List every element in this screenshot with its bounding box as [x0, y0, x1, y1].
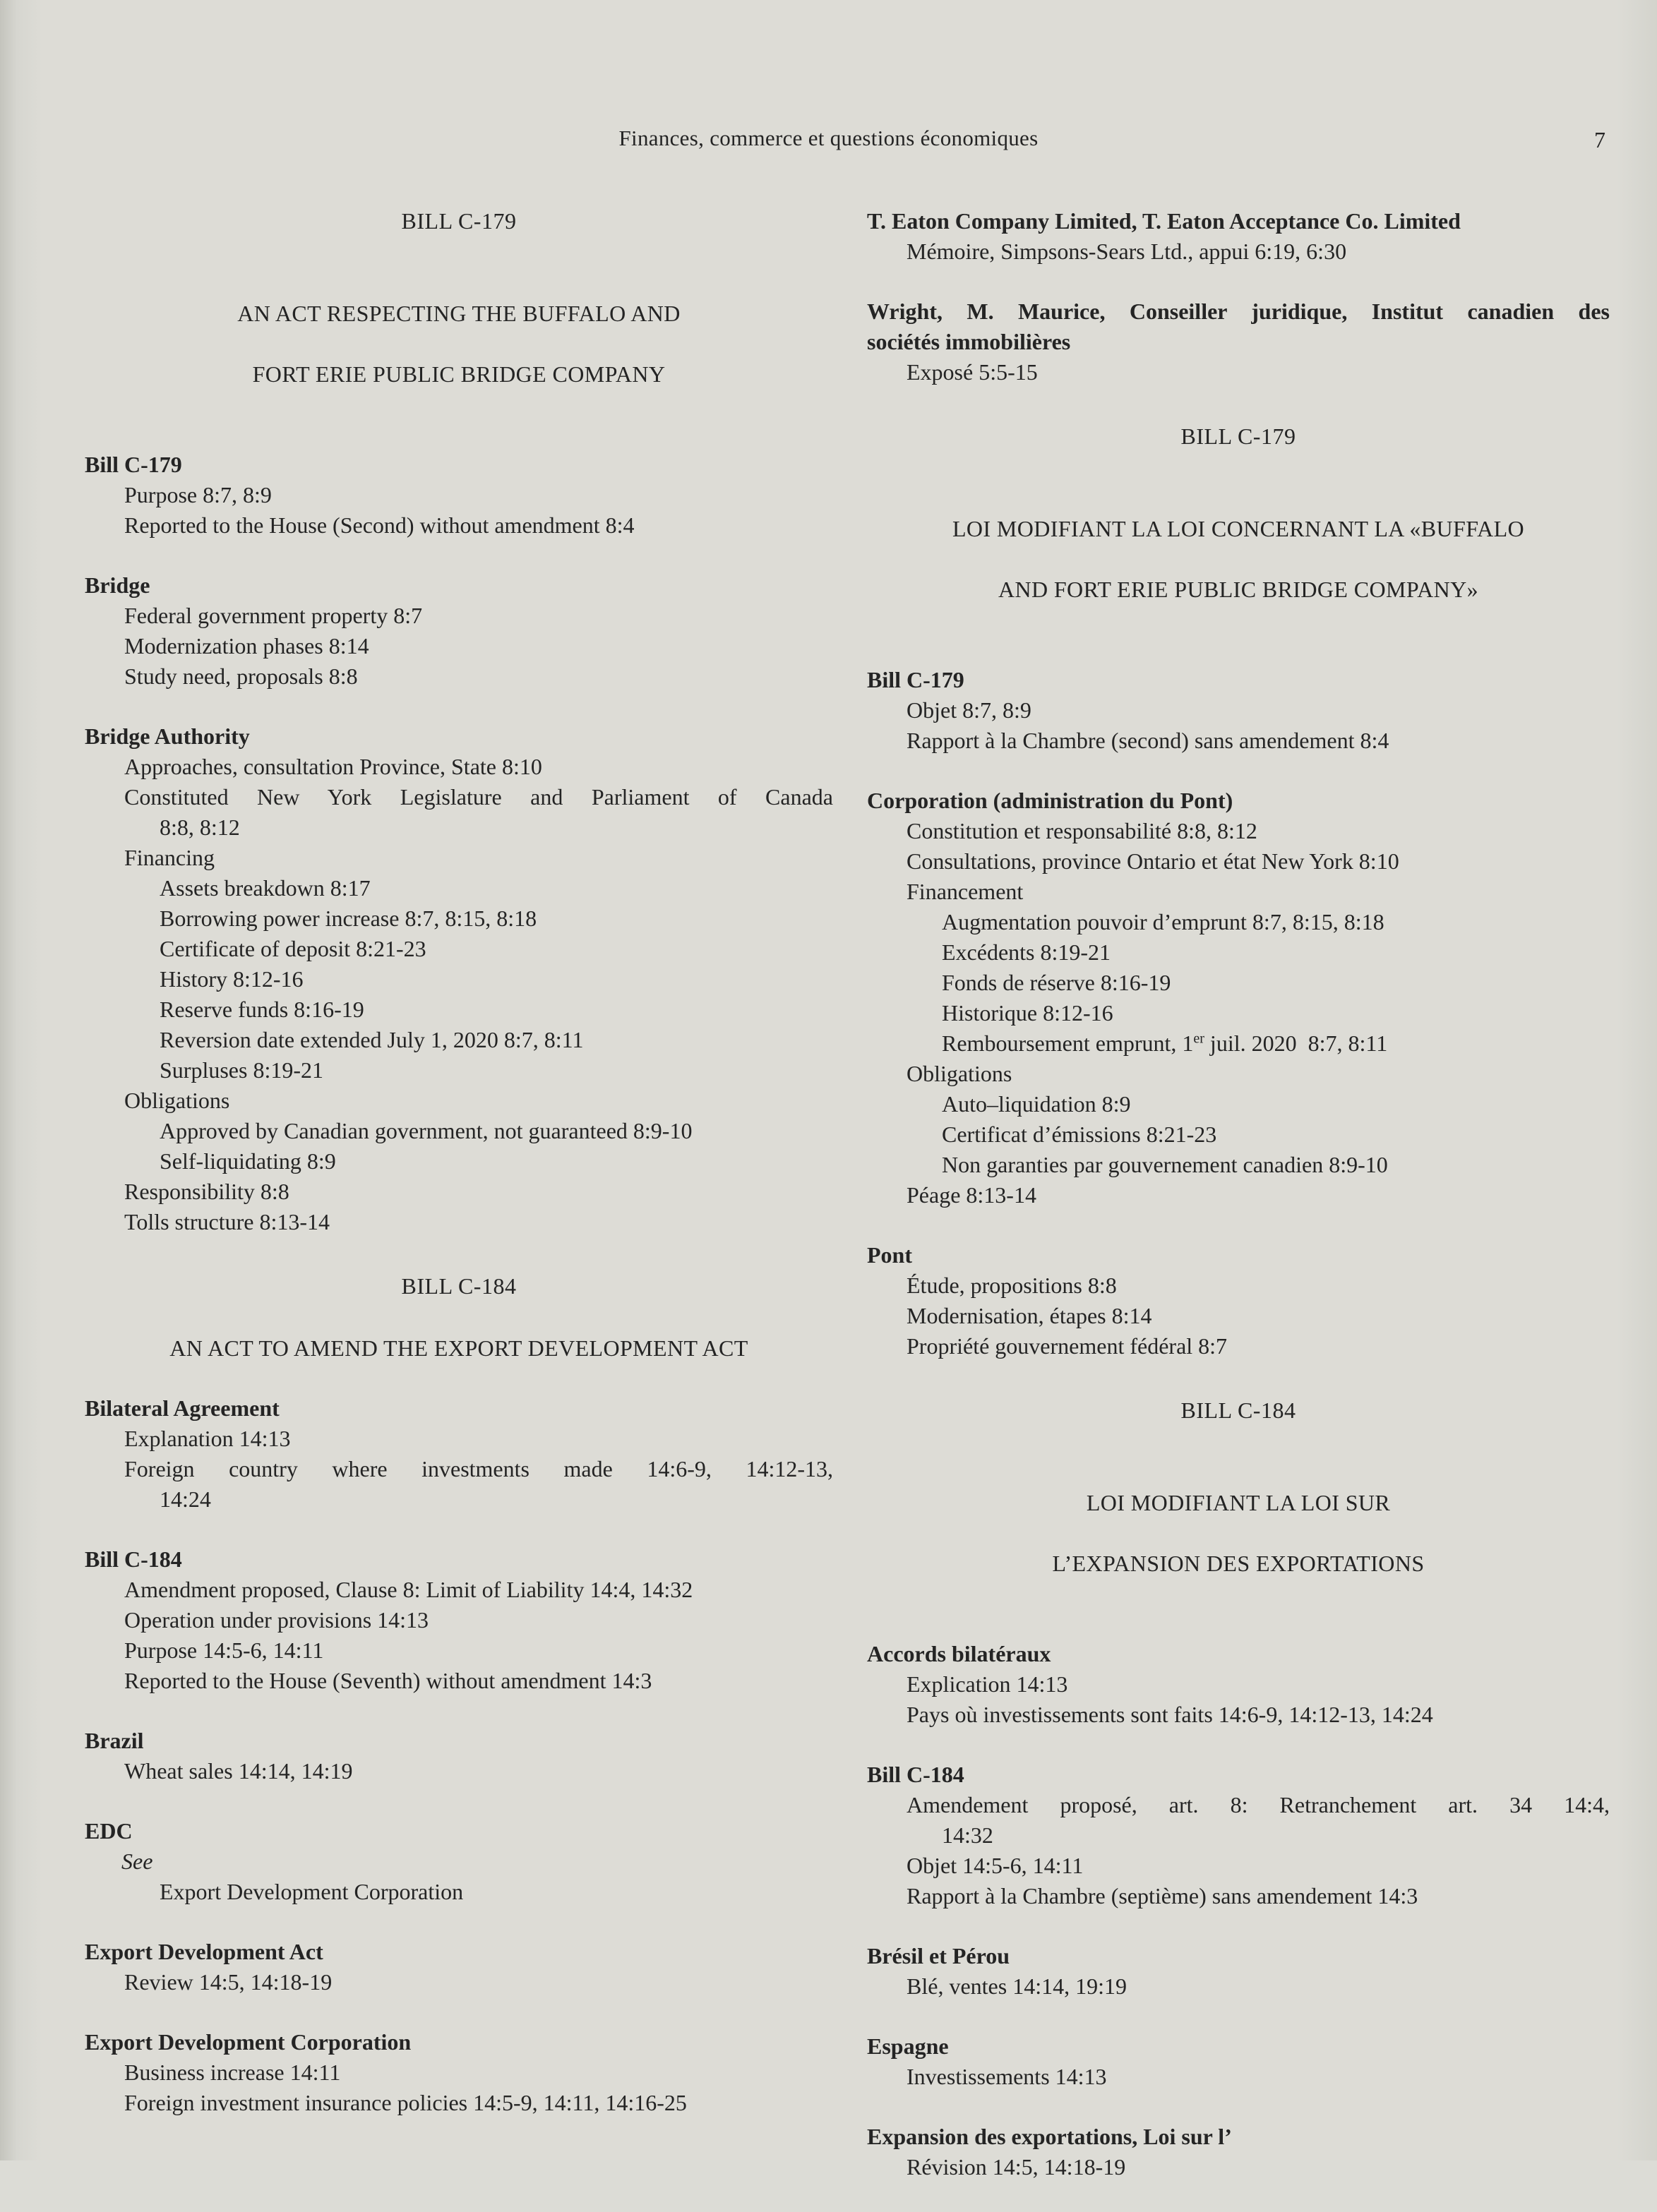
entry-title: Brésil et Pérou: [867, 1943, 1010, 1968]
entry-line: Certificat d’émissions 8:21-23: [942, 1122, 1217, 1147]
entry-line: Explanation 14:13: [124, 1426, 291, 1451]
index-entry-wright: [867, 296, 1610, 387]
entry-title: Expansion des exportations, Loi sur l’: [867, 2124, 1232, 2149]
act-title: AN ACT TO AMEND THE EXPORT DEVELOPMENT ACT: [169, 1335, 748, 1361]
entry-line: Rapport à la Chambre (second) sans amendement 8:4: [907, 728, 1389, 753]
entry-line: Blé, ventes 14:14, 19:19: [907, 1973, 1127, 1999]
running-title: Finances, commerce et questions économiques: [618, 126, 1039, 150]
entry-title: Export Development Act: [85, 1939, 323, 1964]
entry-line: Propriété gouvernement fédéral 8:7: [907, 1333, 1228, 1359]
bill-heading: BILL C-184: [401, 1273, 517, 1299]
entry-title: Espagne: [867, 2033, 949, 2059]
entry-line: Business increase 14:11: [124, 2060, 341, 2085]
index-entry-t-eaton: [867, 206, 1610, 267]
entry-subheading: Obligations: [124, 1088, 230, 1113]
entry-line: Modernization phases 8:14: [124, 633, 369, 659]
index-entry-edc: [85, 1816, 833, 1907]
entry-title: EDC: [85, 1818, 133, 1844]
entry-subheading: Obligations: [907, 1061, 1012, 1086]
act-title-line: AND FORT ERIE PUBLIC BRIDGE COMPANY»: [998, 577, 1479, 602]
entry-title: Wright, M. Maurice, Conseiller juridique, Institut canadien des: [867, 299, 1610, 324]
entry-line: Operation under provisions 14:13: [124, 1607, 429, 1633]
entry-line: Tolls structure 8:13-14: [124, 1209, 330, 1234]
entry-title: Bill C-179: [867, 667, 964, 692]
index-entry-brazil: [85, 1726, 833, 1786]
see-reference: See: [121, 1849, 153, 1874]
entry-line: Purpose 14:5-6, 14:11: [124, 1637, 324, 1663]
entry-text: Remboursement emprunt, 1: [942, 1030, 1194, 1056]
entry-line: Responsibility 8:8: [124, 1179, 289, 1204]
entry-title: Corporation (administration du Pont): [867, 788, 1233, 813]
index-entry-bridge: [85, 570, 833, 692]
act-title: [867, 1457, 1610, 1609]
entry-line: Review 14:5, 14:18-19: [124, 1969, 333, 1995]
entry-line: Certificate of deposit 8:21-23: [160, 936, 426, 961]
act-title-line: FORT ERIE PUBLIC BRIDGE COMPANY: [252, 361, 666, 387]
entry-line: Approved by Canadian government, not guaranteed 8:9-10: [160, 1118, 693, 1143]
entry-line: Augmentation pouvoir d’emprunt 8:7, 8:15, 8:18: [942, 909, 1384, 934]
index-entry-bill-c184-fr: [867, 1760, 1610, 1911]
index-entry-bill-c179-fr: [867, 665, 1610, 756]
index-entry-bilateral-agreement: [85, 1393, 833, 1515]
entry-title: T. Eaton Company Limited, T. Eaton Acceptance Co. Limited: [867, 208, 1461, 234]
index-entry-bill-c179: [85, 450, 833, 541]
entry-text: juil. 2020 8:7, 8:11: [1204, 1030, 1388, 1056]
entry-title: sociétés immobilières: [867, 329, 1071, 354]
entry-title: Brazil: [85, 1728, 144, 1753]
entry-line: Reserve funds 8:16-19: [160, 997, 364, 1022]
entry-line: Reversion date extended July 1, 2020 8:7, 8:11: [160, 1027, 584, 1052]
page-number: 7: [1594, 127, 1605, 152]
entry-line: Reported to the House (Second) without amendment 8:4: [124, 512, 635, 538]
entry-line: Consultations, province Ontario et état New York 8:10: [907, 848, 1399, 874]
act-title-line: L’EXPANSION DES EXPORTATIONS: [1052, 1551, 1425, 1576]
entry-line: Excédents 8:19-21: [942, 939, 1111, 965]
entry-line: Assets breakdown 8:17: [160, 875, 371, 901]
entry-line: 14:32: [942, 1822, 993, 1848]
index-entry-bill-c184: [85, 1544, 833, 1696]
entry-title: Pont: [867, 1242, 912, 1268]
entry-line: Non garanties par gouvernement canadien 8:9-10: [942, 1152, 1388, 1177]
entry-line: 14:24: [160, 1486, 211, 1512]
entry-line: Foreign investment insurance policies 14:5-9, 14:11, 14:16-25: [124, 2090, 687, 2115]
entry-line: Wheat sales 14:14, 14:19: [124, 1758, 353, 1784]
entry-title: Bilateral Agreement: [85, 1395, 280, 1421]
entry-line: Purpose 8:7, 8:9: [124, 482, 272, 507]
entry-line: Self-liquidating 8:9: [160, 1148, 336, 1174]
entry-line: Fonds de réserve 8:16-19: [942, 970, 1171, 995]
index-entry-bresil-perou: [867, 1941, 1610, 2002]
entry-line: Explication 14:13: [907, 1671, 1068, 1697]
index-entry-bridge-authority: [85, 721, 833, 1237]
index-entry-accords-bilateraux: [867, 1639, 1610, 1730]
entry-line: Surpluses 8:19-21: [160, 1057, 323, 1083]
bill-heading: BILL C-179: [1180, 423, 1296, 449]
entry-line: Étude, propositions 8:8: [907, 1273, 1117, 1298]
entry-line: Constituted New York Legislature and Parliament of Canada: [124, 784, 833, 810]
entry-line: 8:8, 8:12: [160, 815, 240, 840]
bill-heading: BILL C-179: [401, 208, 517, 234]
entry-line: Amendement proposé, art. 8: Retranchement art. 34 14:4,: [907, 1792, 1610, 1817]
entry-line: Péage 8:13-14: [907, 1182, 1036, 1208]
bill-heading: BILL C-184: [1180, 1397, 1296, 1423]
entry-line: Objet 14:5-6, 14:11: [907, 1853, 1084, 1878]
entry-line: Rapport à la Chambre (septième) sans amendement 14:3: [907, 1883, 1418, 1909]
entry-line: Constitution et responsabilité 8:8, 8:12: [907, 818, 1257, 843]
act-title: [85, 268, 833, 420]
entry-line: Exposé 5:5-15: [907, 359, 1038, 385]
entry-title: Bridge Authority: [85, 723, 250, 749]
entry-line: Historique 8:12-16: [942, 1000, 1113, 1026]
entry-title: Bill C-184: [85, 1546, 182, 1572]
act-title-line: LOI MODIFIANT LA LOI CONCERNANT LA «BUFFALO: [952, 516, 1525, 541]
entry-title: Export Development Corporation: [85, 2029, 412, 2055]
entry-line: Federal government property 8:7: [124, 603, 423, 628]
cross-reference-link: Export Development Corporation: [160, 1879, 464, 1904]
entry-title: Bill C-184: [867, 1762, 964, 1787]
entry-line: Borrowing power increase 8:7, 8:15, 8:18: [160, 906, 537, 931]
entry-line: Foreign country where investments made 14:6-9, 14:12-13,: [124, 1456, 833, 1481]
entry-line: Auto–liquidation 8:9: [942, 1091, 1131, 1117]
entry-subheading: Financement: [907, 879, 1024, 904]
left-column: [85, 206, 833, 2148]
entry-line: History 8:12-16: [160, 966, 304, 992]
right-column: [867, 206, 1610, 2212]
entry-line: Mémoire, Simpsons-Sears Ltd., appui 6:19, 6:30: [907, 239, 1347, 264]
entry-title: Bridge: [85, 572, 150, 598]
entry-line: [867, 1028, 1610, 1059]
entry-line: Objet 8:7, 8:9: [907, 697, 1031, 723]
entry-line: Approaches, consultation Province, State 8:10: [124, 754, 542, 779]
entry-title: Bill C-179: [85, 452, 182, 477]
index-entry-corporation: [867, 786, 1610, 1210]
entry-line: Investissements 14:13: [907, 2064, 1107, 2089]
act-title-line: AN ACT RESPECTING THE BUFFALO AND: [237, 301, 681, 326]
entry-line: Study need, proposals 8:8: [124, 663, 358, 689]
index-entry-export-development-corporation: [85, 2027, 833, 2118]
index-entry-espagne: [867, 2031, 1610, 2092]
index-entry-expansion-exportations: [867, 2122, 1610, 2182]
superscript: er: [1193, 1030, 1204, 1047]
entry-line: Modernisation, étapes 8:14: [907, 1303, 1152, 1328]
entry-line: Révision 14:5, 14:18-19: [907, 2154, 1126, 2180]
act-title-line: LOI MODIFIANT LA LOI SUR: [1086, 1490, 1391, 1515]
entry-line: Reported to the House (Seventh) without amendment 14:3: [124, 1668, 652, 1693]
entry-line: Pays où investissements sont faits 14:6-9, 14:12-13, 14:24: [907, 1702, 1433, 1727]
entry-line: Amendment proposed, Clause 8: Limit of Liability 14:4, 14:32: [124, 1577, 693, 1602]
entry-title: Accords bilatéraux: [867, 1641, 1051, 1666]
index-entry-export-development-act: [85, 1937, 833, 1997]
entry-subheading: Financing: [124, 845, 215, 870]
index-entry-pont: [867, 1240, 1610, 1362]
act-title: [867, 483, 1610, 635]
